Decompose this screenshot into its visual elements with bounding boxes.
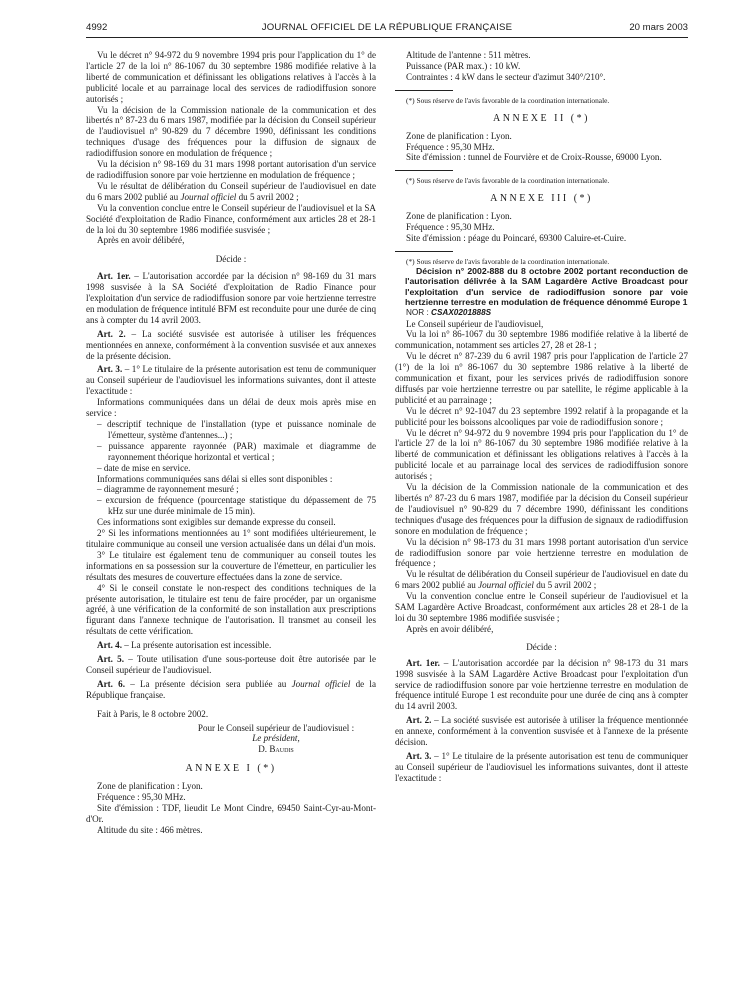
footnote: (*) Sous réserve de l'avis favorable de la coordination internationale.	[406, 95, 610, 105]
list-item: – puissance apparente rayonnée (PAR) maximale et diagramme de rayonnement théorique horizontal et vertical ;	[97, 440, 376, 462]
journal-officiel-ref: Journal officiel	[180, 191, 237, 202]
annex-title: ANNEXE I (*)	[185, 763, 277, 775]
article-label: Art. 1er.	[406, 657, 440, 668]
article-label: Art. 6.	[97, 678, 125, 689]
list-item: – diagramme de rayonnement mesuré ;	[97, 484, 239, 495]
body-paragraph: 4° Si le conseil constate le non-respect des conditions techniques de la présente autorisation, le titulaire est tenu de faire procéder, par un organisme agréé, à une vérification de la conformité de son installation aux prescriptions figurant dans l'annexe technique de l'autorisation. Il transmet au conseil les résultats de cette vérification.	[86, 582, 376, 637]
article-label: Art. 2.	[406, 715, 432, 726]
annex-line: Zone de planification : Lyon.	[97, 781, 203, 792]
visa-paragraph: Vu le résultat de délibération du Conseil supérieur de l'audiovisuel en date du 6 mars 2002 publié au Journal officiel du 5 avril 2002 ;	[395, 569, 688, 591]
deliberation-line: Après en avoir délibéré,	[97, 235, 185, 246]
list-item: – date de mise en service.	[97, 462, 191, 473]
annex-line: Altitude de l'antenne : 511 mètres.	[406, 50, 531, 60]
footnote-rule	[395, 90, 453, 91]
info-intro: Informations communiquées sans délai si elles sont disponibles :	[97, 473, 333, 484]
article-paragraph: Art. 1er. – L'autorisation accordée par la décision n° 98-169 du 31 mars 1998 susvisée à la SA Société d'exploitation de Radio Finance pour l'exploitation d'un service de radiodiffusion sonore par voie hertzienne terrestre en modulation de fréquence intitulé BFM est reconduite pour une durée de cinq ans à compter du 14 avril 2003.	[86, 271, 376, 325]
signature-for: Pour le Conseil supérieur de l'audiovisuel :	[197, 722, 355, 733]
article-paragraph: Art. 2. – La société susvisée est autorisée à utiliser la fréquence mentionnée en annexe, conformément à la convention susvisée et à l'annexe de la présente décision.	[395, 715, 688, 748]
annex-line: Puissance (PAR max.) : 10 kW.	[406, 60, 521, 71]
annex-title: ANNEXE III (*)	[490, 193, 593, 205]
header-rule	[86, 37, 688, 38]
annex-line: Site d'émission : TDF, lieudit Le Mont Cindre, 69450 Saint-Cyr-au-Mont-d'Or.	[86, 803, 376, 824]
annex-line: Zone de planification : Lyon.	[406, 130, 512, 141]
visa-paragraph: Vu la décision de la Commission nationale de la communication et des libertés n° 87-23 du 6 mars 1987, modifiée par la décision du Conseil supérieur de l'audiovisuel n° 90-829 du 7 décembre 1990, définissant les conditions techniques d'usage des fréquences pour la diffusion de signaux de radiodiffusion sonore en modulation de fréquence ;	[395, 482, 688, 536]
decide-heading: Décide :	[526, 641, 557, 652]
nor-code: CSAX0201888S	[431, 307, 492, 317]
deliberation-line: Après en avoir délibéré,	[406, 623, 494, 634]
journal-title: JOURNAL OFFICIEL DE LA RÉPUBLIQUE FRANÇAISE	[261, 22, 513, 33]
article-label: Art. 4.	[97, 640, 122, 651]
body-paragraph: Le Conseil supérieur de l'audiovisuel,	[406, 318, 544, 329]
visa-paragraph: Vu le décret n° 94-972 du 9 novembre 1994 pris pour l'application du 1° de l'article 27 de la loi n° 86-1067 du 30 septembre 1986 modifiée relative à la liberté de communication et définissant les obligations relatives à l'accès à la publicité locale et au parrainage local des services de radiodiffusion sonore autorisés ;	[395, 427, 688, 482]
list-item: – excursion de fréquence (pourcentage statistique du dépassement de 75 kHz sur une durée minimale de 15 min).	[97, 495, 376, 517]
article-label: Art. 2.	[97, 328, 126, 339]
article-label: Art. 5.	[97, 654, 124, 665]
left-column	[86, 50, 376, 836]
article-label: Art. 3.	[97, 364, 123, 375]
list-item: – descriptif technique de l'installation (type et puissance nominale de l'émetteur, système d'antennes...) ;	[97, 419, 376, 440]
visa-paragraph: Vu la décision n° 98-169 du 31 mars 1998 portant autorisation d'un service de radiodiffusion sonore par voie hertzienne en modulation de fréquence ;	[86, 159, 376, 180]
visa-paragraph: Vu le résultat de délibération du Conseil supérieur de l'audiovisuel en date du 6 mars 2002 publié au Journal officiel du 5 avril 2002 ;	[86, 180, 376, 202]
article-paragraph: Art. 1er. – L'autorisation accordée par la décision n° 98-173 du 31 mars 1998 susvisée à la SAM Lagardère Active Broadcast pour l'exploitation d'un service de radiodiffusion sonore par voie hertzienne terrestre en modulation de fréquence intitulé Europe 1 est reconduite pour une durée de cinq ans à compter du 14 avril 2003.	[395, 657, 688, 712]
visa-paragraph: Vu la convention conclue entre le Conseil supérieur de l'audiovisuel et la SA Société d'exploitation de Radio Finance, conformément aux articles 28 et 28-1 de la loi du 30 septembre 1986 modifiée susvisée ;	[86, 202, 376, 235]
body-paragraph: 3° Le titulaire est également tenu de communiquer au conseil toutes les informations en sa possession sur la couverture de l'émetteur, en particulier les résultats des mesures de couverture effectuées dans la zone de service.	[86, 549, 376, 582]
annex-line: Altitude du site : 466 mètres.	[97, 824, 203, 835]
footnote-rule	[395, 170, 453, 171]
annex-line: Fréquence : 95,30 MHz.	[406, 141, 495, 152]
visa-paragraph: Vu le décret n° 94-972 du 9 novembre 1994 pris pour l'application du 1° de l'article 27 de la loi n° 86-1067 du 30 septembre 1986 modifiée relative à la liberté de communication et définissant les obligations relatives à l'accès à la publicité locale et au parrainage local des services de radiodiffusion sonore autorisés ;	[86, 50, 376, 104]
article-paragraph: Art. 2. – La société susvisée est autorisée à utiliser les fréquences mentionnées en annexe, conformément à la convention susvisée et aux annexes de la présente décision.	[86, 328, 376, 361]
visa-paragraph: Vu la décision de la Commission nationale de la communication et des libertés n° 87-23 du 6 mars 1987, modifiée par la décision du Conseil supérieur de l'audiovisuel n° 90-829 du 7 décembre 1990, définissant les conditions techniques d'usage des fréquences pour la diffusion de signaux de radiodiffusion sonore en modulation de fréquence ;	[86, 104, 376, 159]
annex-line: Fréquence : 95,30 MHz.	[97, 792, 186, 803]
annex-line: Fréquence : 95,30 MHz.	[406, 222, 495, 233]
place-date: Fait à Paris, le 8 octobre 2002.	[97, 708, 209, 719]
journal-officiel-ref: Journal officiel	[478, 580, 534, 591]
article-label: Art. 3.	[406, 750, 432, 761]
signature-name: D. Baudis	[258, 744, 294, 755]
article-paragraph: Art. 3. – 1° Le titulaire de la présente autorisation est tenu de communiquer au Conseil supérieur de l'audiovisuel les informations suivantes, dont il atteste l'exactitude :	[395, 750, 688, 783]
nor-reference: NOR : CSAX0201888S	[406, 307, 492, 317]
visa-paragraph: Vu la loi n° 86-1067 du 30 septembre 1986 modifiée relative à la liberté de communication, notamment ses articles 27, 28 et 28-1 ;	[395, 329, 688, 351]
signature-role: Le président,	[252, 733, 300, 744]
article-paragraph: Art. 5. – Toute utilisation d'une sous-porteuse doit être autorisée par le Conseil supérieur de l'audiovisuel.	[86, 654, 376, 675]
article-label: Art. 1er.	[97, 271, 131, 282]
visa-paragraph: Vu la convention conclue entre le Conseil supérieur de l'audiovisuel et la SAM Lagardère Active Broadcast, conformément aux articles 28 et 28-1 de la loi du 30 septembre 1986 modifiée susvisée ;	[395, 591, 688, 623]
footnote: (*) Sous réserve de l'avis favorable de la coordination internationale.	[406, 256, 610, 266]
visa-paragraph: Vu le décret n° 92-1047 du 23 septembre 1992 relatif à la propagande et la publicité pour les boissons alcooliques par voie de radiodiffusion sonore ;	[395, 405, 688, 427]
page-header	[86, 22, 688, 36]
body-paragraph: 2° Si les informations mentionnées au 1° sont modifiées ultérieurement, le titulaire communique au conseil une version actualisée dans un délai d'un mois.	[86, 528, 376, 549]
article-paragraph: Art. 3. – 1° Le titulaire de la présente autorisation est tenu de communiquer au Conseil supérieur de l'audiovisuel les informations suivantes, dont il atteste l'exactitude :	[86, 364, 377, 397]
article-paragraph: Art. 6. – La présente décision sera publiée au Journal officiel de la République française.	[86, 678, 376, 700]
decision-title: Décision n° 2002-888 du 8 octobre 2002 portant reconduction de l'autorisation délivrée à la SAM Lagardère Active Broadcast pour l'exploitation d'un service de radiodiffusion sonore par voie hertzienne terrestre en modulation de fréquence dénommé Europe 1	[405, 265, 688, 308]
visa-paragraph: Vu la décision n° 98-173 du 31 mars 1998 portant autorisation d'un service de radiodiffusion sonore par voie hertzienne terrestre en modulation de fréquence ;	[395, 536, 688, 569]
visa-paragraph: Vu le décret n° 87-239 du 6 avril 1987 pris pour l'application de l'article 27 (1°) de la loi n° 86-1067 du 30 septembre 1986 relative à la liberté de communication et fixant, pour les services privés de radiodiffusion sonore diffusés par voie hertzienne terrestre ou par satellite, le régime applicable à la publicité et au parrainage ;	[395, 351, 688, 405]
right-column	[395, 50, 688, 784]
footnote-rule	[395, 251, 453, 252]
article-paragraph: Art. 4. – La présente autorisation est incessible.	[97, 640, 272, 651]
journal-officiel-ref: Journal officiel	[291, 678, 351, 689]
annex-line: Contraintes : 4 kW dans le secteur d'azimut 340°/210°.	[406, 71, 606, 82]
annex-line: Site d'émission : péage du Poincaré, 69300 Caluire-et-Cuire.	[406, 233, 627, 244]
page-number: 4992	[86, 22, 108, 33]
annex-line: Zone de planification : Lyon.	[406, 211, 512, 222]
footnote: (*) Sous réserve de l'avis favorable de la coordination internationale.	[406, 176, 610, 186]
decide-heading: Décide :	[215, 254, 247, 265]
annex-title: ANNEXE II (*)	[493, 112, 590, 124]
annex-line: Site d'émission : tunnel de Fourvière et de Croix-Rousse, 69000 Lyon.	[406, 152, 662, 163]
body-paragraph: Ces informations sont exigibles sur demande expresse du conseil.	[97, 517, 336, 528]
issue-date: 20 mars 2003	[629, 22, 688, 33]
info-intro: Informations communiquées dans un délai de deux mois après mise en service :	[86, 397, 376, 419]
